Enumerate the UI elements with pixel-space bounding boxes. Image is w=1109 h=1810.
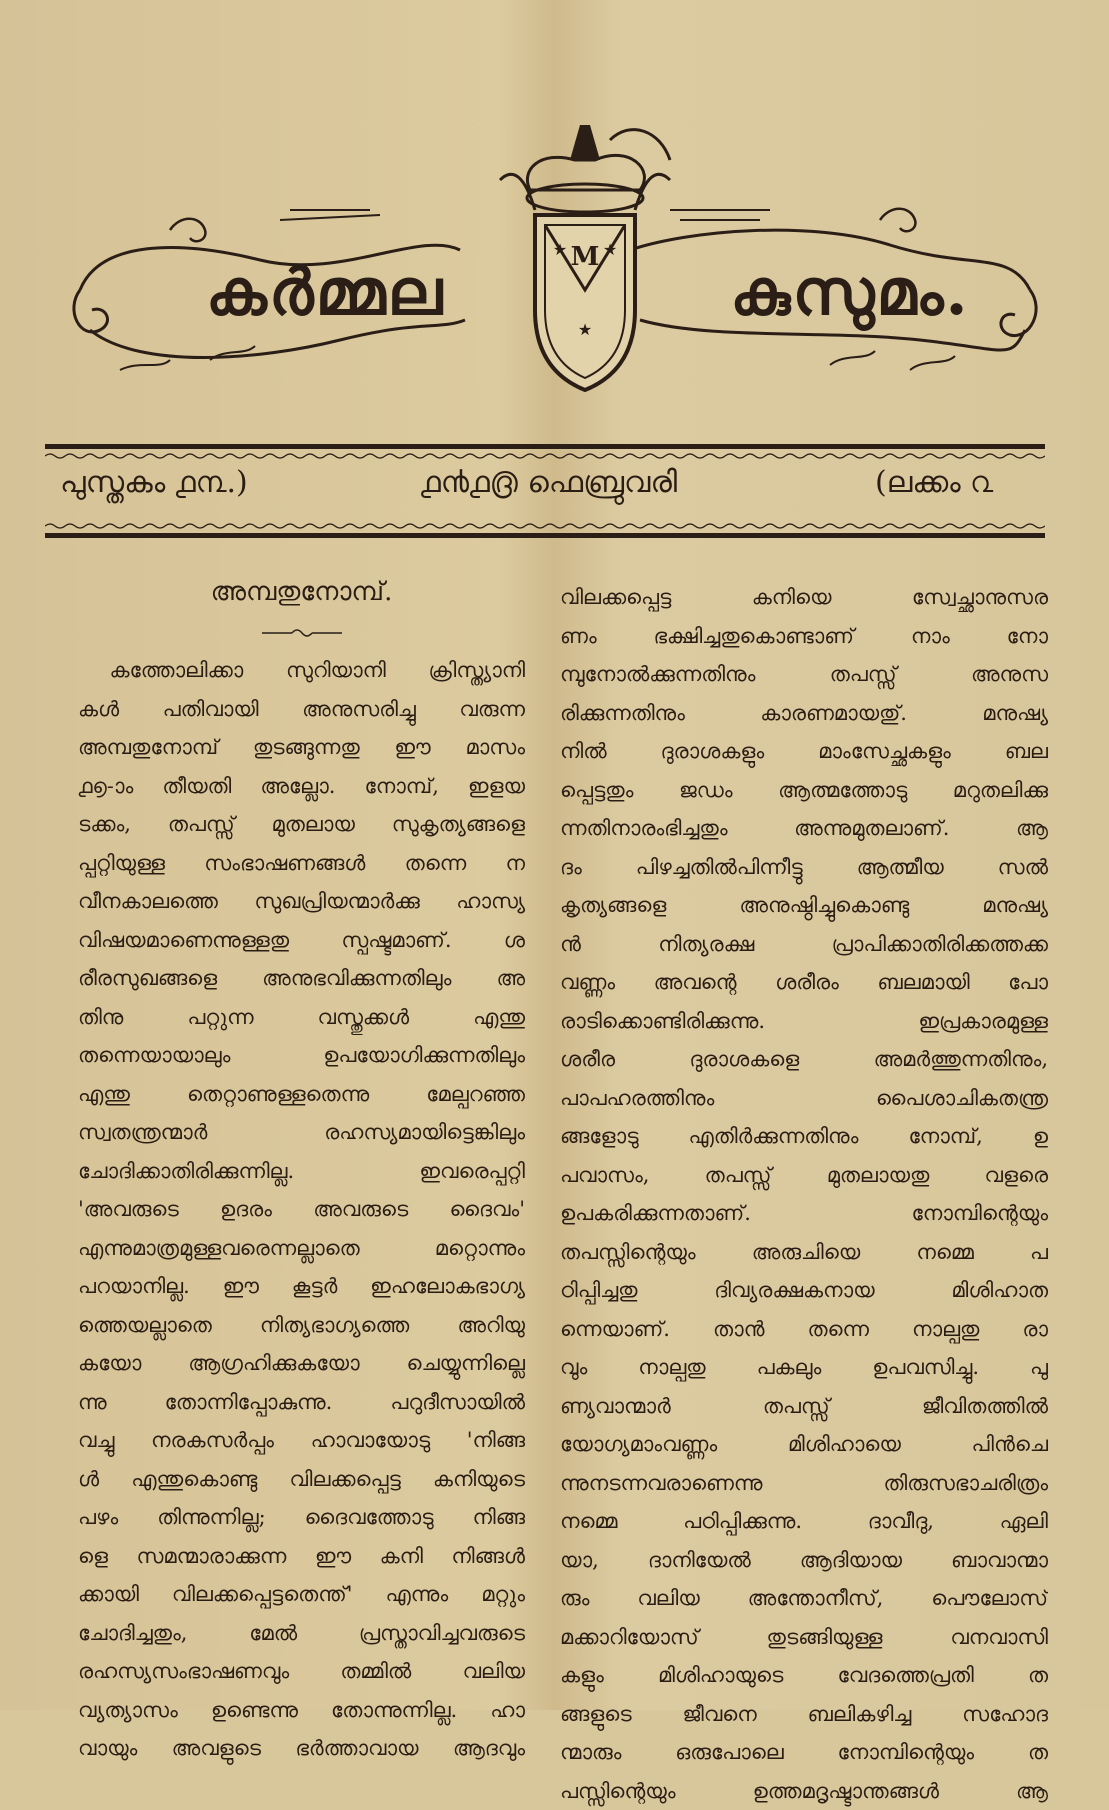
text-line: മക്കാറിയോസ് തുടങ്ങിയുള്ള വനവാസി — [560, 1618, 1048, 1657]
text-line: ണം ഭക്ഷിച്ചതുകൊണ്ടാണ് നാം നോ — [560, 617, 1048, 656]
text-line: മ്പുനോൽക്കുന്നതിനും തപസ്സ് അനുസ — [560, 655, 1048, 694]
text-line: അമ്പതുനോമ്പ് തുടങ്ങുന്നതു ഈ മാസം — [78, 728, 525, 767]
text-line: തന്നെയായാലും ഉപയോഗിക്കുന്നതിലും — [78, 1036, 525, 1075]
text-line: തിനു പറ്റുന്ന വസ്തുക്കൾ എന്തു — [78, 998, 525, 1037]
text-line: 'അവരുടെ ഉദരം അവരുടെ ദൈവം' — [78, 1190, 525, 1229]
text-line: കയോ ആഗ്രഹിക്കുകയോ ചെയ്യുന്നില്ലെ — [78, 1344, 525, 1383]
svg-text:M: M — [571, 242, 600, 272]
right-column-text — [560, 578, 1048, 1810]
text-line: പ്പെട്ടതും ജഡം ആത്മത്തോടു മറുതലിക്കു — [560, 771, 1048, 810]
text-line: എന്തു തെറ്റാണുള്ളതെന്നു മേല്പറഞ്ഞ — [78, 1075, 525, 1114]
text-line: ണ്യവാന്മാർ തപസ്സ് ജീവിതത്തിൽ — [560, 1387, 1048, 1426]
left-column-text — [78, 651, 525, 1768]
text-line: യാ, ദാനിയേൽ ആദിയായ ബാവാന്മാ — [560, 1541, 1048, 1580]
text-line: ടക്കം, തപസ്സ് മുതലായ സുകൃത്യങ്ങളെ — [78, 805, 525, 844]
text-line: പറയാനില്ല. ഈ കൂട്ടർ ഇഹലോകഭാഗ്യ — [78, 1267, 525, 1306]
masthead-title-right: കുസുമം. — [670, 255, 1030, 330]
text-line: ചോദിച്ചതും, മേൽ പ്രസ്താവിച്ചവരുടെ — [78, 1614, 525, 1653]
text-line: രീരസുഖങ്ങളെ അനുഭവിക്കുന്നതിലും അ — [78, 959, 525, 998]
text-line: വണ്ണം അവന്റെ ശരീരം ബലമായി പോ — [560, 963, 1048, 1002]
text-line: ന്മാരും ഒരുപോലെ നോമ്പിന്റെയും ത — [560, 1733, 1048, 1772]
text-line: ക്കായി വിലക്കപ്പെട്ടതെന്ത്' എന്നും മറ്റും — [78, 1575, 525, 1614]
text-line: പസ്സിന്റെയും ഉത്തമദൃഷ്ടാന്തങ്ങൾ ആ — [560, 1772, 1048, 1810]
text-line: വ്യത്യാസം ഉണ്ടെന്നു തോന്നുന്നില്ല. ഹാ — [78, 1691, 525, 1730]
text-line: വിഷയമാണെന്നുള്ളതു സ്പഷ്ടമാണ്. ശ — [78, 921, 525, 960]
text-line: ന്നുനടന്നവരാണെന്നു തിരുസഭാചരിത്രം — [560, 1464, 1048, 1503]
text-line: നമ്മെ പഠിപ്പിക്കുന്നു. ദാവീദു, ഏലി — [560, 1502, 1048, 1541]
text-line: ന്നെയാണ്. താൻ തന്നെ നാല്പതു രാ — [560, 1310, 1048, 1349]
text-line: വിലക്കപ്പെട്ട കനിയെ സ്വേച്ഛാനുസര — [560, 578, 1048, 617]
text-line: രും വലിയ അന്തോനീസ്, പൌലോസ് — [560, 1579, 1048, 1618]
title-ornament-rule — [262, 623, 342, 643]
text-line: ന്നു തോന്നിപ്പോകുന്നു. പറുദീസായിൽ — [78, 1383, 525, 1422]
text-line: ദം പിഴച്ചതിൽപിന്നീട്ടു ആത്മീയ സൽ — [560, 848, 1048, 887]
text-line: ളെ സമന്മാരാക്കുന്ന ഈ കനി നിങ്ങൾ — [78, 1537, 525, 1576]
text-line: ചോദിക്കാതിരിക്കുന്നില്ല. ഇവരെപ്പറ്റി — [78, 1152, 525, 1191]
text-line: പാപഹരത്തിനും പൈശാചികതന്ത്ര — [560, 1079, 1048, 1118]
text-line: കൾ പതിവായി അനുസരിച്ചു വരുന്ന — [78, 690, 525, 729]
text-line: എന്നുമാത്രമുള്ളവരെന്നല്ലാതെ മറ്റൊന്നും — [78, 1229, 525, 1268]
text-line: കളും മിശിഹായുടെ വേദത്തെപ്രതി ത — [560, 1656, 1048, 1695]
text-line: സ്വതന്ത്രന്മാർ രഹസ്യമായിട്ടെങ്കിലും — [78, 1113, 525, 1152]
text-line: വും നാല്പതു പകലും ഉപവസിച്ചു. പു — [560, 1348, 1048, 1387]
text-line: നിൽ ദുരാശകളും മാംസേച്ഛകളും ബല — [560, 732, 1048, 771]
text-line: ൾ എന്തുകൊണ്ടു വിലക്കപ്പെട്ട കനിയുടെ — [78, 1460, 525, 1499]
text-line: ഉപകരിക്കുന്നതാണ്. നോമ്പിന്റെയും — [560, 1194, 1048, 1233]
text-line: വച്ചു നരകസർപ്പം ഹാവായോടു 'നിങ്ങ — [78, 1421, 525, 1460]
text-line: ശരീര ദുരാശകളെ അമർത്തുന്നതിനും, — [560, 1040, 1048, 1079]
right-column — [560, 578, 1048, 1810]
svg-text:★: ★ — [603, 240, 617, 259]
header-wave-rule-top — [45, 452, 1045, 460]
text-line: വായും അവളുടെ ഭർത്താവായ ആദവും — [78, 1729, 525, 1768]
svg-text:★: ★ — [578, 320, 592, 339]
left-column — [78, 578, 525, 1768]
header-rule-top — [45, 444, 1045, 449]
text-line: യോഗ്യമാംവണ്ണം മിശിഹായെ പിൻചെ — [560, 1425, 1048, 1464]
masthead — [60, 120, 1050, 420]
issue-date: ൧൯൧൫ ഫെബ്രുവരി — [420, 465, 677, 500]
text-line: ന്നതിനാരംഭിച്ചതും അന്നുമുതലാണ്. ആ — [560, 809, 1048, 848]
text-line: രാടിക്കൊണ്ടിരിക്കുന്നു. ഇപ്രകാരമുള്ള — [560, 1002, 1048, 1041]
text-line: ഠിപ്പിച്ചതു ദിവ്യരക്ഷകനായ മിശിഹാത — [560, 1271, 1048, 1310]
text-line: ത്തെയല്ലാതെ നിത്യഭാഗ്യത്തെ അറിയു — [78, 1306, 525, 1345]
text-line: തപസ്സിന്റെയും അരുചിയെ നമ്മെ പ — [560, 1233, 1048, 1272]
text-line: രഹസ്യസംഭാഷണവും തമ്മിൽ വലിയ — [78, 1652, 525, 1691]
text-line: പവാസം, തപസ്സ് മുതലായതു വളരെ — [560, 1156, 1048, 1195]
text-line: പഴം തിന്നുന്നില്ല; ദൈവത്തോടു നിങ്ങ — [78, 1498, 525, 1537]
article-title: അമ്പതുനോമ്പ്. — [78, 573, 525, 623]
masthead-title-left: കർമ്മല — [145, 255, 505, 330]
header-rule-bottom — [45, 533, 1045, 538]
text-line: ൻ നിത്യരക്ഷ പ്രാപിക്കാതിരിക്കത്തക്ക — [560, 925, 1048, 964]
text-line: കത്തോലിക്കാ സുറിയാനി ക്രിസ്ത്യാനി — [78, 651, 525, 690]
text-line: വീനകാലത്തെ സുഖപ്രിയന്മാർക്കു ഹാസ്യ — [78, 882, 525, 921]
header-wave-rule-bottom — [45, 522, 1045, 530]
text-line: ൧൭-ാം തീയതി അല്ലോ. നോമ്പ്, ഇളയ — [78, 767, 525, 806]
svg-text:★: ★ — [553, 240, 567, 259]
issue-number: (ലക്കം ൨ — [875, 465, 993, 500]
carmelite-crest-icon — [480, 120, 690, 400]
text-line: രിക്കുന്നതിനും കാരണമായതു്. മനുഷ്യ — [560, 694, 1048, 733]
text-line: കൃത്യങ്ങളെ അനുഷ്ഠിച്ചുകൊണ്ടു മനുഷ്യ — [560, 886, 1048, 925]
issue-line — [60, 465, 1050, 511]
volume-label: പുസ്തകം ൧൩.) — [60, 465, 248, 500]
text-line: ങ്ങളുടെ ജീവനെ ബലികഴിച്ച സഹോദ — [560, 1695, 1048, 1734]
text-line: പ്പറ്റിയുള്ള സംഭാഷണങ്ങൾ തന്നെ ന — [78, 844, 525, 883]
text-line: ങ്ങളോടു എതിർക്കുന്നതിനും നോമ്പ്, ഉ — [560, 1117, 1048, 1156]
